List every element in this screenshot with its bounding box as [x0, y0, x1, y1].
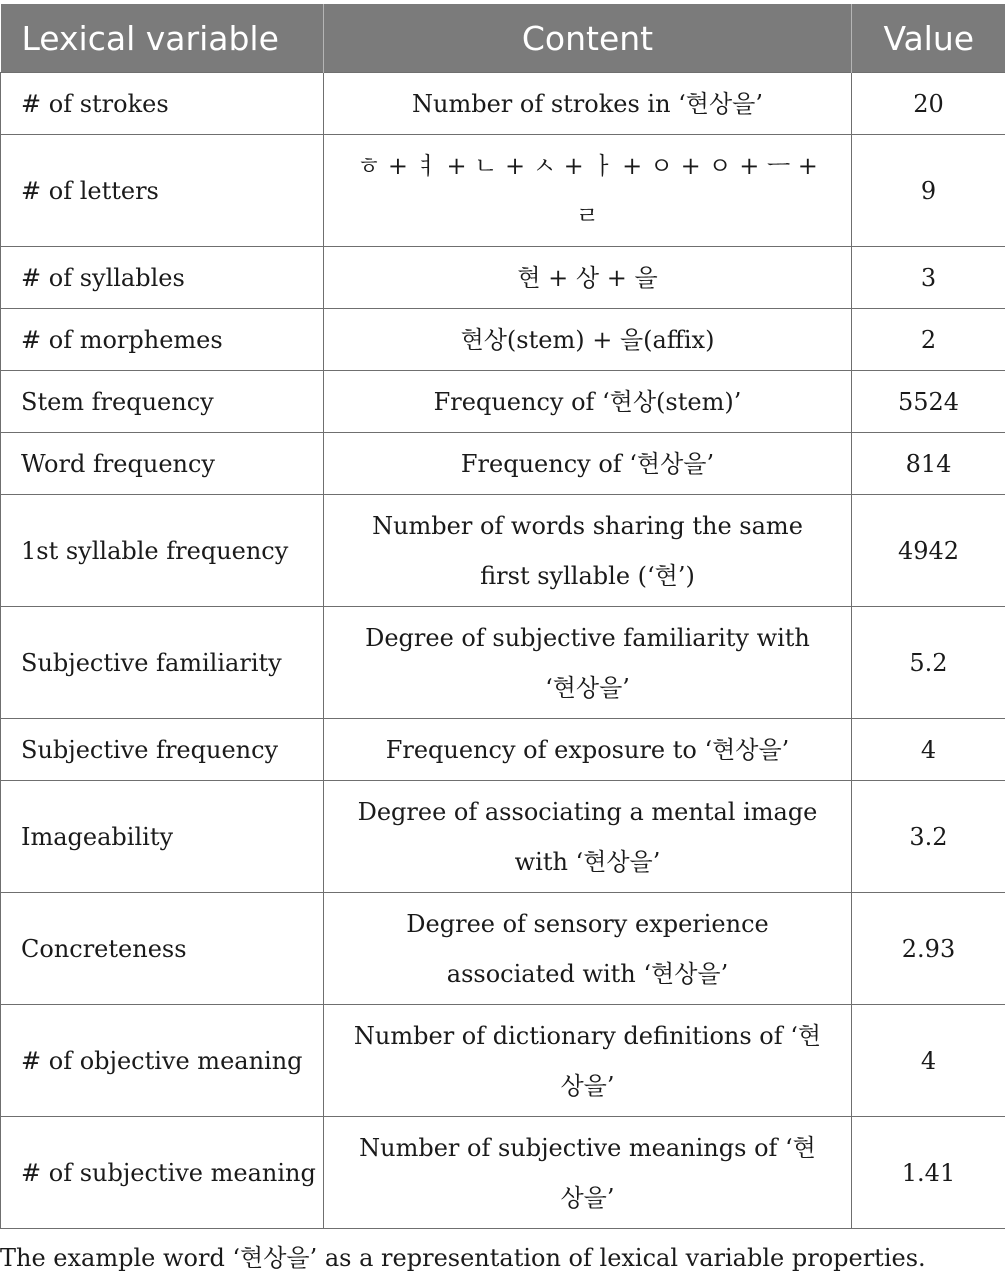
- variable-cell: 1st syllable frequency: [1, 495, 324, 607]
- variable-cell: # of objective meaning: [1, 1005, 324, 1117]
- variable-cell: # of syllables: [1, 247, 324, 309]
- table-row: [1, 719, 1005, 781]
- content-cell: Number of strokes in ‘현상을’: [324, 73, 852, 135]
- variable-cell: Subjective familiarity: [1, 607, 324, 719]
- value-cell: 814: [852, 433, 1005, 495]
- variable-cell: # of strokes: [1, 73, 324, 135]
- variable-cell: Subjective frequency: [1, 719, 324, 781]
- table-body: [1, 73, 1005, 1229]
- table-row: [1, 371, 1005, 433]
- table-row: [1, 1117, 1005, 1229]
- value-cell: 2.93: [852, 893, 1005, 1005]
- table-row: [1, 135, 1005, 247]
- value-cell: 2: [852, 309, 1005, 371]
- content-cell: 현 + 상 + 을: [324, 247, 852, 309]
- content-cell: Frequency of ‘현상을’: [324, 433, 852, 495]
- variable-cell: Imageability: [1, 781, 324, 893]
- table-row: [1, 781, 1005, 893]
- value-cell: 4942: [852, 495, 1005, 607]
- value-cell: 3.2: [852, 781, 1005, 893]
- header-row: [1, 4, 1005, 73]
- table-header: [1, 4, 1005, 73]
- content-cell: Frequency of ‘현상(stem)’: [324, 371, 852, 433]
- table-row: [1, 495, 1005, 607]
- variable-cell: # of morphemes: [1, 309, 324, 371]
- value-cell: 4: [852, 719, 1005, 781]
- value-cell: 1.41: [852, 1117, 1005, 1229]
- table-row: [1, 1005, 1005, 1117]
- variable-cell: # of letters: [1, 135, 324, 247]
- content-cell: ㅎ + ㅕ + ㄴ + ㅅ + ㅏ + ㅇ + ㅇ + ㅡ + ㄹ: [324, 135, 852, 247]
- table-row: [1, 433, 1005, 495]
- lexical-variables-table: [0, 4, 1005, 1229]
- table-row: [1, 309, 1005, 371]
- value-cell: 3: [852, 247, 1005, 309]
- value-cell: 20: [852, 73, 1005, 135]
- value-cell: 4: [852, 1005, 1005, 1117]
- header-value: Value: [852, 4, 1005, 73]
- content-cell: Number of words sharing the same first syllable (‘현’): [324, 495, 852, 607]
- content-cell: Degree of subjective familiarity with ‘현상을’: [324, 607, 852, 719]
- content-cell: Degree of sensory experience associated with ‘현상을’: [324, 893, 852, 1005]
- value-cell: 5.2: [852, 607, 1005, 719]
- variable-cell: Stem frequency: [1, 371, 324, 433]
- value-cell: 5524: [852, 371, 1005, 433]
- content-cell: Number of dictionary definitions of ‘현상을’: [324, 1005, 852, 1117]
- variable-cell: Concreteness: [1, 893, 324, 1005]
- table-row: [1, 73, 1005, 135]
- table-footnote: The example word ‘현상을’ as a representation of lexical variable properties.: [0, 1244, 926, 1272]
- variable-cell: Word frequency: [1, 433, 324, 495]
- content-cell: Number of subjective meanings of ‘현상을’: [324, 1117, 852, 1229]
- content-cell: Degree of associating a mental image with ‘현상을’: [324, 781, 852, 893]
- table-row: [1, 247, 1005, 309]
- table-row: [1, 893, 1005, 1005]
- content-cell: 현상(stem) + 을(affix): [324, 309, 852, 371]
- lexical-variables-table-wrapper: [0, 4, 1005, 1229]
- value-cell: 9: [852, 135, 1005, 247]
- header-content: Content: [324, 4, 852, 73]
- header-lexical-variable: Lexical variable: [1, 4, 324, 73]
- variable-cell: # of subjective meaning: [1, 1117, 324, 1229]
- content-cell: Frequency of exposure to ‘현상을’: [324, 719, 852, 781]
- table-row: [1, 607, 1005, 719]
